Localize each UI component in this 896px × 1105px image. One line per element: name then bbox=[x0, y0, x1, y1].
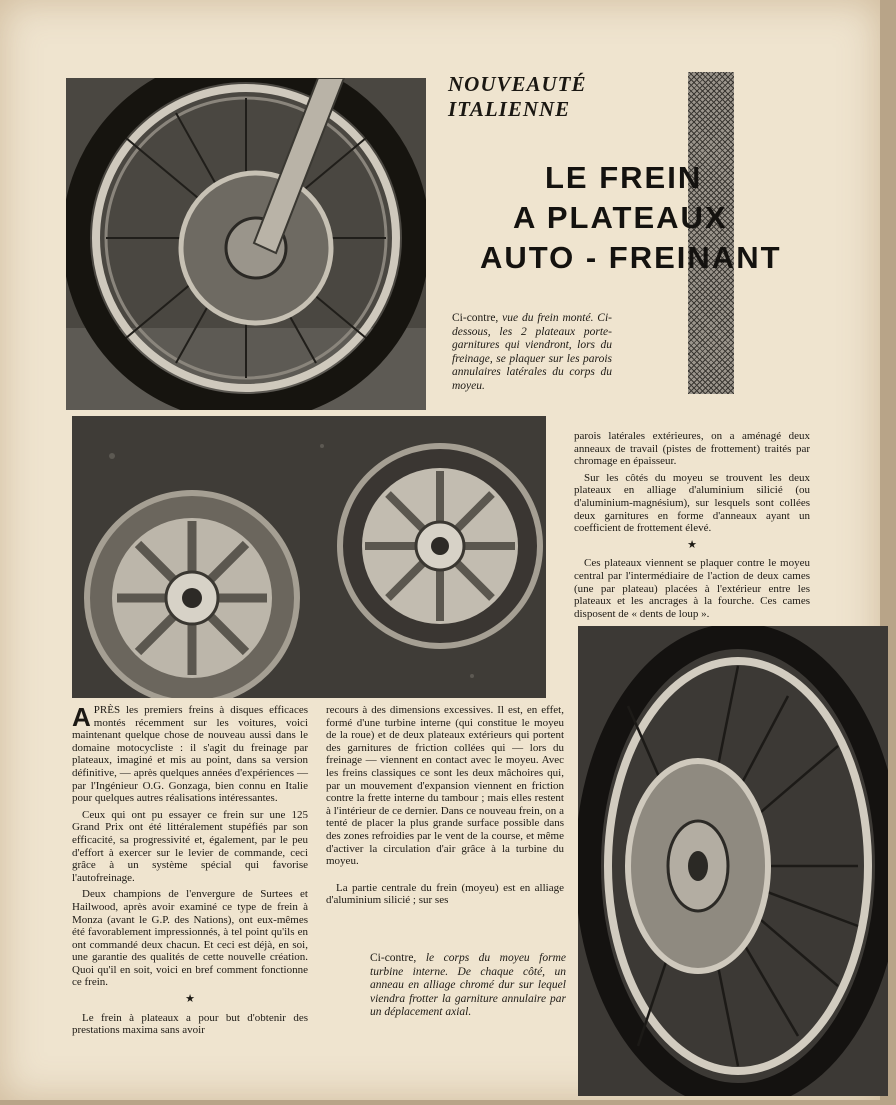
article-headline bbox=[470, 158, 790, 278]
col1-paragraph-1-text: PRÈS les premiers freins à disques efficaces montés récemment sur les voitures, voici maintenant quelque chose de nouveau aussi dans le domaine motocycliste : il s'agit du freinage par plateaux, imaginé et mis au point, dans sa version définitive, — après quelques années d'expériences — par l'Ingénieur O.G. Gonzaga, bien connu en Italie pour quelques autres réalisations intéressantes. bbox=[72, 704, 308, 805]
caption-top bbox=[452, 312, 612, 393]
turbine-hub-illustration bbox=[578, 626, 888, 1096]
col3-paragraph-1: parois latérales extérieures, on a aménagé deux anneaux de travail (pistes de frottement) traités par chromage en épaisseur. bbox=[574, 430, 810, 468]
caption-bottom bbox=[370, 952, 566, 1020]
brake-plates-illustration bbox=[72, 416, 546, 698]
kicker-line-2: ITALIENNE bbox=[448, 97, 571, 121]
col1-paragraph-2: Ceux qui ont pu essayer ce frein sur une 125 Grand Prix ont été littéralement stupéfiés par son efficacité, sa progressivité et, également, par le peu d'effort à exercer sur le levier de commande, ceci grâce à un système spécial qui favorise l'autofreinage. bbox=[72, 808, 308, 884]
headline-line-3: AUTO - FREINANT bbox=[480, 240, 782, 275]
photo-brake-plates bbox=[72, 416, 546, 698]
headline-line-1: LE FREIN bbox=[545, 160, 703, 195]
text-column-3 bbox=[574, 430, 810, 624]
col3-paragraph-3: Ces plateaux viennent se plaquer contre le moyeu central par l'intermédiaire de l'action de deux cames (une par plateau) placées à l'extérieur entre les plateaux et les ancrages à la fourche. Ces cames disposent de « dents de loup ». bbox=[574, 557, 810, 620]
col1-paragraph-1 bbox=[72, 704, 308, 805]
caption-bottom-text: le corps du moyeu forme turbine interne. De chaque côté, un anneau en alliage chromé dur sur lequel viendra frotter la garniture annulaire par un déplacement axial. bbox=[370, 952, 566, 1018]
text-column-2 bbox=[326, 704, 564, 911]
photo-front-wheel-brake bbox=[66, 78, 426, 410]
caption-top-text: vue du frein monté. Ci-dessous, les 2 plateaux porte-garnitures qui viendront, lors du freinage, se plaquer sur les parois annulaires latérales du corps du moyeu. bbox=[452, 312, 612, 392]
col2-paragraph-2: La partie centrale du frein (moyeu) est en alliage d'aluminium silicié ; sur ses bbox=[326, 881, 564, 907]
section-star-separator: ★ bbox=[185, 993, 195, 1006]
col1-paragraph-3: Deux champions de l'envergure de Surtees et Hailwood, après avoir examiné ce type de frein à Monza (avant le G.P. des Nations), ont eux-mêmes été favorablement impressionnés, à tel point qu'ils en ont commandé deux chacun. Et ceci est déjà, en soi, une garantie des qualités de cette nouvelle création. Quoi qu'il en soit, voici en bref comment fonctionne ce frein. bbox=[72, 888, 308, 989]
col3-paragraph-2: Sur les côtés du moyeu se trouvent les deux plateaux en alliage d'aluminium silicié (ou d'aluminium-magnésium), sur lesquels sont collées deux garnitures en forme d'anneaux ayant un coefficient de frottement élevé. bbox=[574, 471, 810, 535]
col1-paragraph-4: Le frein à plateaux a pour but d'obtenir des prestations maxima sans avoir bbox=[72, 1011, 308, 1037]
section-star-separator: ★ bbox=[687, 538, 697, 551]
col2-paragraph-1: recours à des dimensions excessives. Il est, en effet, formé d'une turbine interne (qui constitue le moyeu de la roue) et de deux plateaux extérieurs qui portent des garnitures de friction collées qui — lors du freinage — viennent en contact avec le moyeu. Avec les freins classiques ce sont les deux mâchoires qui, par un mouvement d'expansion viennent en friction contre la frette interne du tambour ; mais elles restent à l'intérieur de ce dernier. Dans ce nouveau frein, on a tenté de placer la plus grande surface possible dans des zones refroidies par le vent de la course, et même d'activer la circulation d'air grâce à la turbine du moyeu. bbox=[326, 704, 564, 868]
caption-top-intro: Ci-contre, bbox=[452, 312, 499, 324]
wheel-brake-illustration bbox=[66, 78, 426, 410]
kicker-line-1: NOUVEAUTÉ bbox=[448, 72, 587, 96]
kicker-title bbox=[448, 72, 688, 122]
caption-bottom-intro: Ci-contre, bbox=[370, 952, 417, 964]
headline-line-2: A PLATEAUX bbox=[513, 200, 728, 235]
photo-hub-turbine-wheel bbox=[578, 626, 888, 1096]
text-column-1 bbox=[72, 704, 308, 1041]
dropcap-letter: A bbox=[72, 702, 91, 732]
